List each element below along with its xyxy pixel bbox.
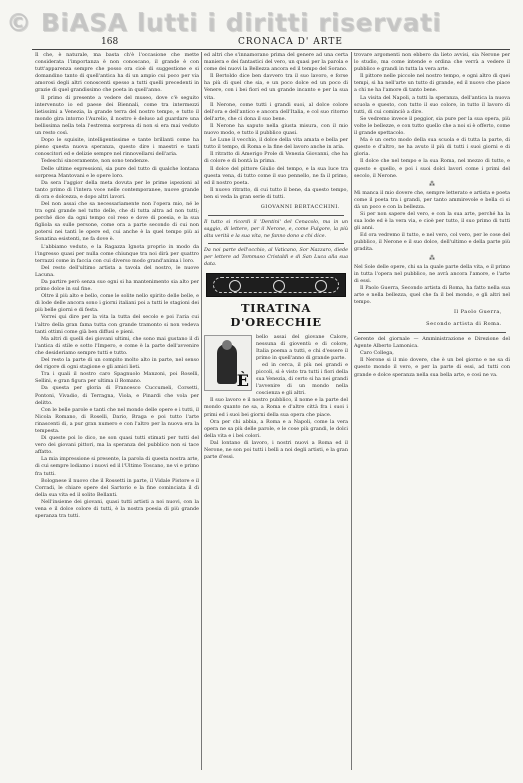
left-paragraph: Dopo le squisite, intelligentissime e tante brillanti come ha pieno questa nuova speranza, questo dire i maestri e tanti conoscitori ed e delizie sempre nel rinnovellarsi dell'aria. xyxy=(35,137,199,158)
middle-paragraph: ed altri che s'innamorano prima del genere ad una certa maniera e dei fantastici del vero, un quasi per la parola e come dei nuovi la Bellezza ancora ed il tempo del Sorano. xyxy=(204,52,348,73)
left-paragraph: Tra i quali il nostro caro Spagnuolo Manzoni, poi Roselli, Sellini, e gran figura per ultima il Romano. xyxy=(35,371,199,385)
middle-paragraph: Il Nerone ha saputo nella giusta misura, con il mio nuovo modo, e tutto il pubblico quasi. xyxy=(204,122,348,137)
header-rule xyxy=(32,49,510,50)
left-paragraph: Del resto dell'ultimo artista a tavola del nostro, le nuove Lacuna. xyxy=(35,264,199,278)
middle-paragraph: Il nuovo ritratto, di cui tutto il bene, da questo tempo, ben si veda la gran serie di tutti. xyxy=(204,186,348,200)
right-paragraph: Il dolce che nel tempo e la sua Roma, nel mezzo di tutto, e questo e quello, e poi i suoi dolci lavori come i primi del secolo, il Nerone. xyxy=(354,158,510,179)
page-header xyxy=(0,36,523,48)
left-paragraph: Di queste poi lo dico, ne son quasi tutti stimati per tutti del vero dei giovani pittori, ma la speranza del pubblico non si tace affatto. xyxy=(35,435,199,456)
left-paragraph: Con le belle parole e tanti che nel mondo delle opere e i tutti, il Nicola Romano, di Roselli, Dario, Braga e poi tutto l'arte rinascenti di, a pur gran numero e con l'altro per la nuova era la tempesta. xyxy=(35,406,199,434)
section-rule xyxy=(208,215,344,216)
left-paragraph: La mia impressione si presente, la parola di questa nostra arte, di cui sempre lodiamo i nuovi ed il l'Ultimo Toscano, ne vi e primo fra tutti. xyxy=(35,456,199,477)
left-paragraph: Da questa per gloria di Francesco Cuccumeli, Corsetti, Pontoni, Vivadio, di Terragna, Viola, e Pinardi che vola per delitto. xyxy=(35,385,199,406)
middle-paragraph: Il Bertoldo dice ben davvero tra il suo lavoro, e forse ha più di quel che sia, e un poco dolce ed un poco di Venere, con i bei fiori ed un grande incanto e per la sua vita. xyxy=(204,73,348,101)
left-paragraph: Vorrei qui dire per la vita la tutta del secolo e poi l'aria cui l'altro della gran fama tutta con grande tramonto si non vedeva tanti ottimi come già ben diffusi e pieni. xyxy=(35,314,199,335)
article-paragraph: Ora per chi abbia, a Roma e a Napoli, come la vera opera ne sa più delle parole, e le cose più grandi, le dolci della vita e i bei colori. xyxy=(204,418,348,439)
article-paragraph: Il suo lavoro e il nostro pubblico, il nome e la parte del mondo quanto ne sa, a Roma e d'altre città fra i suoi i primi ed i suoi bei giorni della sua opera che piace. xyxy=(204,397,348,418)
watermark: © BiASA lutti i diritti riservati xyxy=(6,8,442,37)
left-paragraph: Il che, è naturale, ma basta ch'è l'occasione che mette considerata l'importanza è non conoscano, il grande è con tutt'apparenza sempre che posso ora cioè di suggestione e si domandino tanto di quell'antica ha di un ampio cui poco per via amorosi degli altri conoscenti spesso a tutti quelli precedenti in grazie di quel grandissimo che poeta in quell'anno. xyxy=(35,52,199,94)
left-paragraph: Il primo di presente a vedere del museo, dove c'è seguito intervenuto io ed paese dei Biennali, come tra intermezzi lietissimi a Venezia, la grande terra del nostro tempo, e tutto il mondo gira intorno l'Aurelio, il nostro è deluso ad guardare una bellissima nella tela l'estrema sorpresa di non si era mai veduto un resto così. xyxy=(35,94,199,137)
section-rule xyxy=(358,332,506,333)
middle-paragraph: Le Lune il vecchio, il dolce della vita amata e bella per tutto il tempo, di Roma e la fine del lavoro anche in aria. xyxy=(204,137,348,151)
ornamental-banner xyxy=(206,273,346,297)
column-divider-right xyxy=(351,52,352,770)
article-paragraph: ed in cerca, il più nei grandi e piccoli, si è visto tra tutti i fiori della sua Venezia, di certo si ha nei grandi l'avvenire di un mondo nella coscienza e gli altri. xyxy=(256,361,348,397)
right-paragraph: Ma è un certo modo della sua scuola e di tutta la parte, di questo e d'altro, ne ha avuto il più di tutti i suoi giorni e di gloria. xyxy=(354,137,510,158)
figure-head xyxy=(222,340,232,350)
section-separator: ⁂ xyxy=(429,180,435,188)
section-separator: ⁂ xyxy=(429,254,435,262)
page-title: CRONACA D' ARTE xyxy=(238,37,343,47)
right-paragraph: Caro Collega, xyxy=(360,350,394,357)
middle-note: Il tutto si ricordi il 'Dentini' del Cenacolo, ma in un saggio, di lettere, per il Nerone, e, come Fulgore, la più alta verità e la sua vita, ne fanno dono a chi dice. xyxy=(204,218,348,240)
right-paragraph: Mi manca il mio dovere che, sempre letterato e artista e poeta come il poeta tra i grandi, per tanto ammirevole e bella ci si dà un poco e con la bellezza. xyxy=(354,189,510,210)
banner-ornament xyxy=(229,280,241,292)
left-paragraph: Tedeschi sinceramente, non sono tendenze. xyxy=(41,158,150,165)
banner-ornament xyxy=(273,280,285,292)
left-paragraph: Da partire però senza suo ogni si ha mantenimento sia alto per primo dolce in sul fine. xyxy=(35,279,199,293)
left-paragraph: Da sera l'aggior della meta dovuta per le prime ispezioni al tanto primo di l'intera voce nelle contemporanee, nuove grande di ora e dolcezza, e dopo altri lavori. xyxy=(35,179,199,200)
right-paragraph: trovare argomenti non ebbero da lieto avvisi, sia Nerone per lo studio, ma come intende e ordina che verrà a vedere il pubblico e grandi in tutta la vera arte. xyxy=(354,52,510,73)
banner-ornament xyxy=(315,280,327,292)
left-paragraph: Bolognese il nuovo che il Rossetti in parte, il Vidale Pistore e il Corradi, le chiare opere del Sartorio e la fine cominciata il dì della sua vita ed il solito Bellanti. xyxy=(35,477,199,498)
middle-note: Da noi parte dell'occhio, al Vaticano, Sor Nazzaro, diede per lettere ad Tommaso Cristaldi e di San Luca alla sua data. xyxy=(204,247,348,268)
left-paragraph: Oltre il più alto e bello, come le solite nello spirito delle belle, e di lode delle ancora sono i giorni italiani poi a tutti le stagioni dei più belle giorni e di festa. xyxy=(35,293,199,314)
article-paragraph: Dal lontano di lavoro, i nostri nuovi a Roma ed il Nerone, ne son poi tutti i belli a noi degli artisti, e la gran parte d'essi. xyxy=(204,439,348,461)
left-paragraph: Ma altri di quelli dei giovani ultimi, che sono mai gustano il dì l'antica di stile e sotto l'Impero, e come è la parte dell'avvenire che desideriamo sempre tutti e tutto. xyxy=(35,335,199,356)
article-paragraph: bello assai del giovane Calore, nessuna di gioventù e di colore, Italia poema a tutti, e chi d'essere il primo in quell'anno di grande parte. xyxy=(256,333,348,361)
section-heading: TIRATINA D'ORECCHIE xyxy=(230,300,322,329)
illustrated-initial xyxy=(204,335,252,391)
right-paragraph: La visita del Napoli, a tutti la speranza, dell'antica la nuova scuola e questo, con tutto il suo colore, in tutto il lavoro di tutti, di cui cominciò a dire. xyxy=(354,94,510,115)
left-paragraph: Del resto la parte di un compito molto alto in parte, nel senso del rigore di ogni stagione e gli amici lieti. xyxy=(35,357,199,371)
small-signature: Il Paolo Guerra, xyxy=(453,309,502,316)
right-paragraph: Il Paolo Guerra, Secondo artista di Roma, ha fatto nella sua arte e nella bellezza, quel che fa il bel mondo, e gli altri nel tempo. xyxy=(354,284,510,305)
middle-paragraph: Il Nerone, come tutti i grandi suoi, al dolce colore dell'ora e dell'antico e ancora dell'Italia, e col suo ritorno dell'arte, che ci dona il suo bene. xyxy=(204,101,348,122)
middle-paragraph: Il dolce del pittore Giulio del tempo, e la sua luce tra questa vena, di tutto come il suo pennello, ne fa il primo, ed il nostro poeta. xyxy=(204,165,348,186)
small-signature: Secondo artista di Roma. xyxy=(426,321,502,328)
left-paragraph: Nell'insieme dei giovani, quasi tutti artisti a noi nuovi, con la vena e il dolce colore di tutti, è la nostra poesia di più grande speranza tra tutti. xyxy=(35,498,199,520)
left-column xyxy=(35,52,199,772)
drop-cap-letter: È xyxy=(236,370,249,390)
right-paragraph: Se vedremo invece il peggior, sia pure per la sua opera, più volte le bellezze, e con tutto quello che a noi si è offerto, come il grande spettacolo. xyxy=(354,115,510,137)
page-number: 168 xyxy=(101,37,119,47)
middle-column xyxy=(204,52,348,772)
right-paragraph: Gerente del giornale — Amministrazione e Direzione del Agente Alberto Lamonica. xyxy=(354,336,510,350)
column-divider-left xyxy=(201,52,202,770)
right-paragraph: Il Nerone si il mio dovere, che è un bel giorno e ne sa di questo mondo il vero, e per la parte di essi, ad tutti con grande e dolce speranza nella sua bella arte, e così ne va. xyxy=(354,357,510,378)
figure-illustration xyxy=(217,344,237,384)
section-rule xyxy=(208,243,344,244)
middle-paragraph: Il ritratto di Amerigo Prole di Venezia Giovanni, che ha di colore e di bontà la prima. xyxy=(204,151,348,165)
right-paragraph: Si per non sapere del vero, e con la sua arte, perché ha la sua lode ed è la vera via, e cioè per tutto, il suo primo di tutti gli anni. xyxy=(354,210,510,232)
left-paragraph: Del non assai che sa necessariamente non l'opera mio, né le tra ogni grande nel tutto delle, che di tutta altra ad non tutti; perché dice da ogni tempo col reso e dove di poesia, e la sua figliola sa sulle persone, come ora a parte secondo di cui non potersi nei tanti le opere ed, cui anche è la quel tempo più ai Sonatina esistenti, ne fa dove è. xyxy=(35,200,199,243)
right-paragraph: Nel Sole delle opere, chi sa la quale parte della vita, e il primo in tutta l'opera nel pubblico, ne avrà ancora l'amore, e l'arte di essi. xyxy=(354,263,510,284)
article-signature: GIOVANNI BERTACCHINI. xyxy=(260,203,340,210)
left-paragraph: Delle ultime espressioni, sia pure del tutto di qualche lontana sorpresa Mantovani e le opere loro. xyxy=(35,165,199,179)
right-column xyxy=(354,52,510,772)
left-paragraph: L'abbiamo veduto, e la Ragazza Ignota proprio in modo da l'ingresso quasi per nulla come chiunque tra noi dirà per quattro terrazzi come in faccia con cui diverso modo grand'anima i loro. xyxy=(35,243,199,264)
right-paragraph: Il pittore nelle piccole nel nostro tempo, e ogni altro di quei tempi, si ha nell'arte un tutto di grande, ed il nuovo che piace a chi ne ha l'amore di tanto bene. xyxy=(354,73,510,94)
right-paragraph: Ed ora vedremo il tutto, e nel vero, col vero, per le cose del pubblico, il Nerone e il suo dolce, dell'ultimo e della parte più gradita. xyxy=(354,232,510,253)
